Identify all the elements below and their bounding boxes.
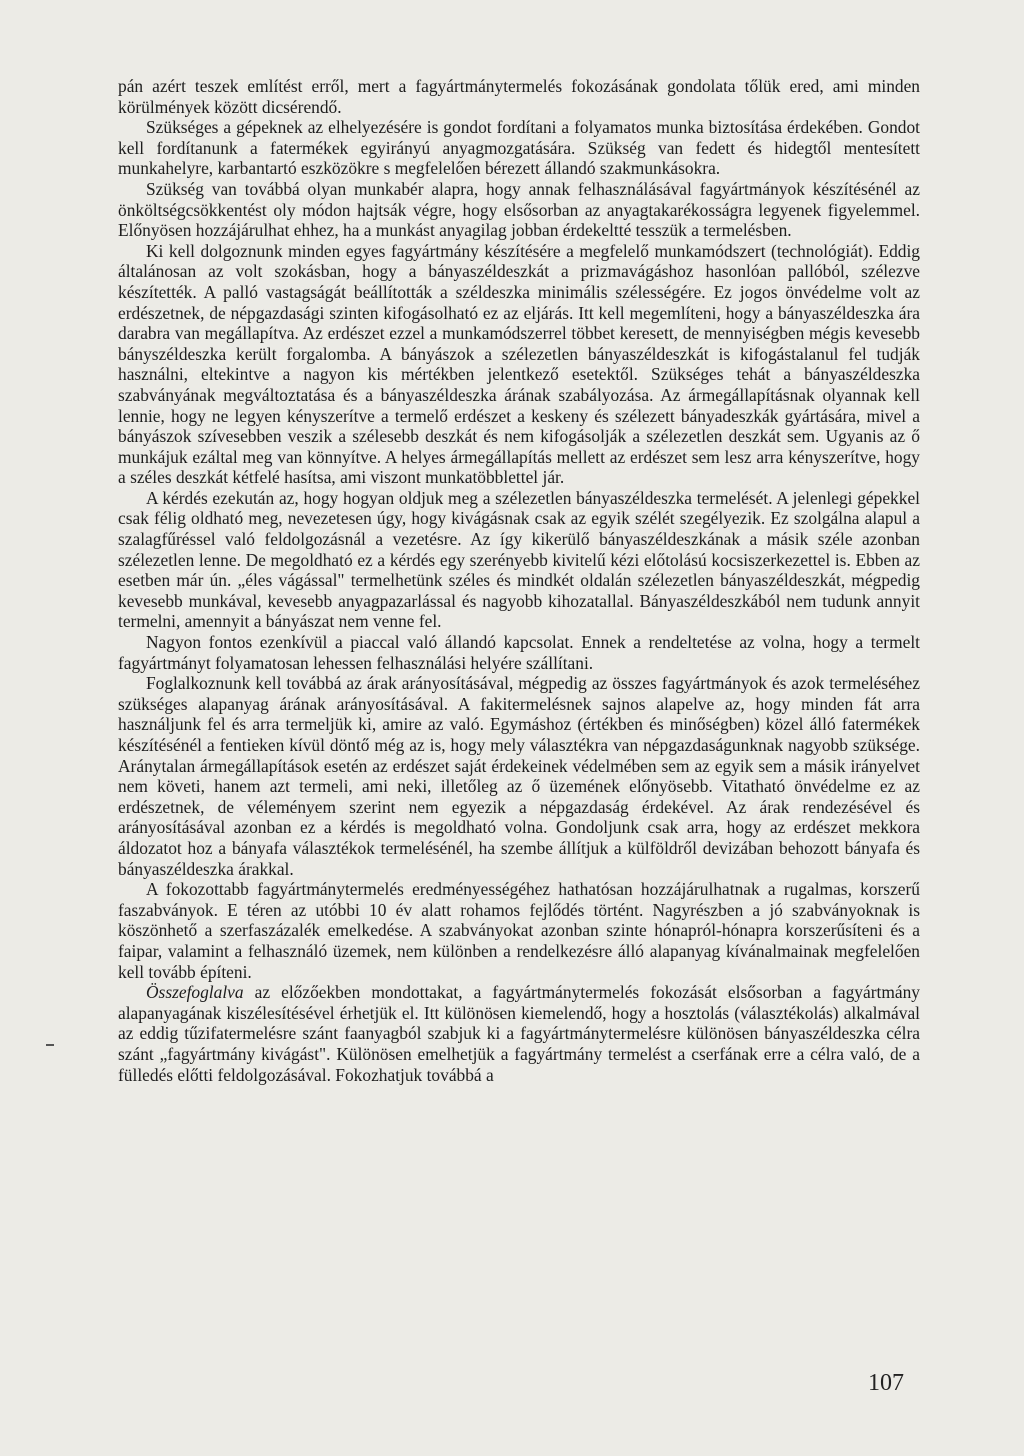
paragraph: Szükséges a gépeknek az elhelyezésére is gondot fordítani a folyamatos munka biztosítása érdekében. Gondot kell fordítanunk a fatermékek egyirányú anyagmozgatására. Szükség van fedett és hidegtől mentesített munkahelyre, karbantartó eszközökre s megfelelően bérezett állandó szakmunkásokra. (118, 117, 920, 179)
body-text (118, 76, 920, 1085)
paragraph: Szükség van továbbá olyan munkabér alapra, hogy annak felhasználásával fagyártmányok készítésénél az önköltségcsökkentést oly módon hajtsák végre, hogy elsősorban az anyagtakarékosságra legyenek figyelemmel. Előnyösen hozzájárulhat ehhez, ha a munkást anyagilag jobban érdekeltté tesszük a termelésben. (118, 178, 920, 241)
margin-mark (46, 1044, 54, 1046)
summary-text: az előzőekben mondottakat, a fagyártmánytermelés fokozását elsősorban a fagyártmány alapanyagának kiszélesítésével érhetjük el. Itt különösen kiemelendő, hogy a hosztolás (választékolás) alkalmával az eddig tűzifatermelésre szánt faanyagból szabjuk ki a fagyártmánytermelésre különösen bányaszéldeszka célra szánt „fagyártmány kivágást". Különösen emelhetjük a fagyártmány termelést a cserfának erre a célra való, de a fülledés előtti feldolgozásával. Fokozhatjuk továbbá a (118, 982, 920, 1085)
paragraph: Foglalkoznunk kell továbbá az árak arányosításával, mégpedig az összes fagyártmányok és azok termeléséhez szükséges alapanyag árának arányosításával. A fakitermelésnek sajnos alapelve az, hogy minden fát arra használjunk fel és arra termeljük ki, amire az való. Egymáshoz (értékben és minőségben) közel álló fatermékek készítésénél a fentieken kívül döntő még az is, hogy mely választékra van népgazdaságunknak nagyobb szüksége. Aránytalan ármegállapítások esetén az erdészet saját érdekeinek védelmében sem az egyik sem a másik irányelvet nem követi, hanem azt termeli, ami neki, illetőleg az ő üzemének előnyösebb. Vitatható önvédelme ez az erdészetnek, de véleményem szerint nem egyezik a népgazdaság érdekével. Az árak rendezésével és arányosításával azonban ez a kérdés is megoldható volna. Gondoljunk csak arra, hogy az erdészet mekkora áldozatot hoz a bányafa választékok termelésénél, ha szembe állítjuk a külföldről devizában behozott bányafa és bányaszéldeszka árakkal. (118, 673, 920, 879)
paragraph: A kérdés ezekután az, hogy hogyan oldjuk meg a szélezetlen bányaszéldeszka termelését. A jelenlegi gépekkel csak félig oldható meg, nevezetesen úgy, hogy kivágásnak csak az egyik szélét szegélyezik. Ez szolgálna alapul a szalagfűréssel való feldolgozásnál a vezetésre. Az így kikerülő bányaszéldeszkának a másik széle azonban szélezetlen lenne. De megoldható ez a kérdés egy szerényebb kivitelű kézi előtolású kocsiszerkezettel is. Ebben az esetben már ún. „éles vágással" termelhetünk széles és mindkét oldalán szélezetlen bányaszéldeszkát, mégpedig kevesebb munkával, kevesebb anyagpazarlással és nagyobb kihozatallal. Bányaszéldeszkából nem tudunk annyit termelni, amennyit a bányászat nem venne fel. (118, 487, 920, 632)
paragraph: A fokozottabb fagyártmánytermelés eredményességéhez hathatósan hozzájárulhatnak a rugalmas, korszerű faszabványok. E téren az utóbbi 10 év alatt rohamos fejlődés történt. Nagyrészben a jó szabványoknak is köszönhető a szerfaszázalék emelkedése. A szabványokat azonban szinte hónapról-hónapra korszerűsíteni és a faipar, valamint a felhasználó üzemek, nem különben a rendelkezésre álló alapanyag kívánalmainak megfelelően kell tovább építeni. (118, 879, 920, 982)
paragraph-continued: pán azért teszek említést erről, mert a fagyártmánytermelés fokozásának gondolata tőlük ered, ami minden körülmények között dicsérendő. (118, 76, 920, 117)
summary-paragraph (118, 982, 920, 1085)
page-number: 107 (868, 1370, 904, 1396)
summary-lead: Összefoglalva (146, 982, 244, 1003)
paragraph: Ki kell dolgoznunk minden egyes fagyártmány készítésére a megfelelő munkamódszert (technológiát). Eddig általánosan az volt szokásban, hogy a bányaszéldeszkát a prizmavágáshoz hasonlóan pallóból, szélezve készítették. A palló vastagságát beállították a széldeszka minimális szélességére. Ez jogos önvédelme volt az erdészetnek, de népgazdasági szinten kifogásolható ez az eljárás. Itt kell megemlíteni, hogy a bányaszéldeszka ára darabra van megállapítva. Az erdészet ezzel a munkamódszerrel többet keresett, de mennyiségben mégis kevesebb bányszéldeszka került forgalomba. A bányászok a szélezetlen bányaszéldeszkát is kifogástalanul fel tudják használni, eltekintve a nagyon kis mértékben jelentkező esetektől. Szükséges tehát a bányaszéldeszka szabványának megváltoztatása és a bányaszéldeszka árának szabályozása. Az ármegállapításnak olyannak kell lennie, hogy ne legyen kényszerítve a termelő erdészet a keskeny és szélezett bányadeszkák gyártására, mivel a bányászok szívesebben veszik a szélesebb deszkát és nem kifogásolják a szélezetlen deszkát sem. Ugyanis az ő munkájuk ezáltal meg van könnyítve. A helyes ármegállapítás mellett az erdészet sem lesz arra kényszerítve, hogy a széles deszkát kétfelé hasítsa, ami viszont munkatöbblettel jár. (118, 240, 920, 488)
paragraph: Nagyon fontos ezenkívül a piaccal való állandó kapcsolat. Ennek a rendeltetése az volna, hogy a termelt fagyártmányt folyamatosan lehessen felhasználási helyére szállítani. (118, 632, 920, 673)
